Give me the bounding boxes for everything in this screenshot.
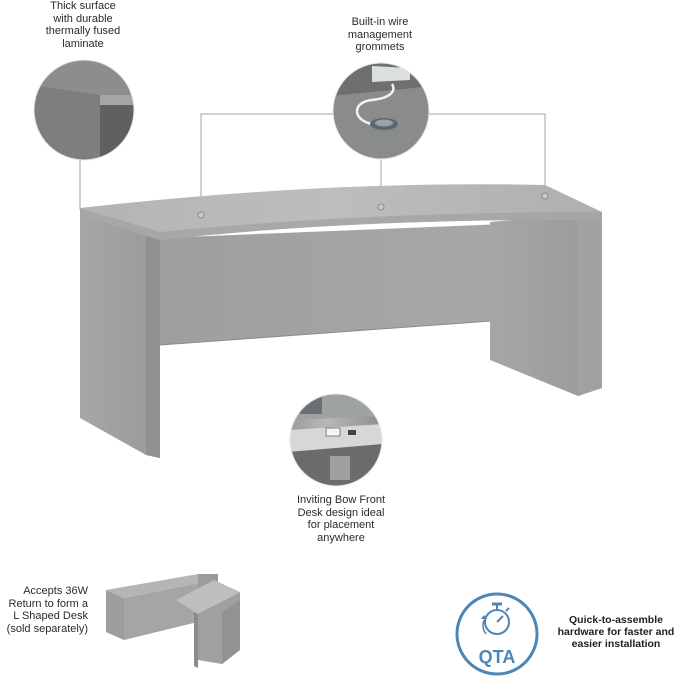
- callout-line-grommet-right: [427, 114, 545, 194]
- feature-line: Built-in wire: [351, 16, 409, 28]
- grommet-detail-photo: [330, 60, 434, 164]
- feature-line: Desk design ideal: [297, 506, 385, 519]
- feature-line: for placement: [307, 519, 375, 531]
- feature-line: grommets: [355, 41, 405, 53]
- l-shaped-desk-illustration: [106, 574, 240, 668]
- feature-text-assembly: [552, 614, 679, 650]
- bow-front-detail-photo: [288, 392, 384, 488]
- feature-line: easier installation: [571, 638, 661, 650]
- feature-line: (sold separately): [6, 622, 88, 635]
- feature-text-bow-front: [286, 494, 396, 544]
- surface-detail-photo: [30, 58, 140, 170]
- feature-text-grommets: [330, 16, 430, 54]
- qta-badge-text: QTA: [478, 647, 516, 667]
- feature-line: management: [347, 28, 413, 41]
- feature-line: L Shaped Desk: [13, 610, 88, 622]
- feature-line: Return to form a: [8, 597, 88, 610]
- feature-line: thermally fused: [45, 25, 121, 37]
- feature-line: anywhere: [317, 531, 365, 544]
- feature-line: Quick-to-assemble: [569, 614, 663, 626]
- feature-line: laminate: [62, 37, 104, 50]
- feature-text-l-shape: [4, 585, 88, 635]
- feature-line: Accepts 36W: [23, 585, 88, 597]
- feature-text-surface: [28, 0, 138, 50]
- feature-line: with durable: [53, 12, 113, 25]
- qta-badge: [457, 594, 537, 674]
- feature-line: hardware for faster and: [557, 626, 675, 638]
- feature-line: Inviting Bow Front: [296, 494, 386, 506]
- feature-line: Thick surface: [50, 0, 116, 12]
